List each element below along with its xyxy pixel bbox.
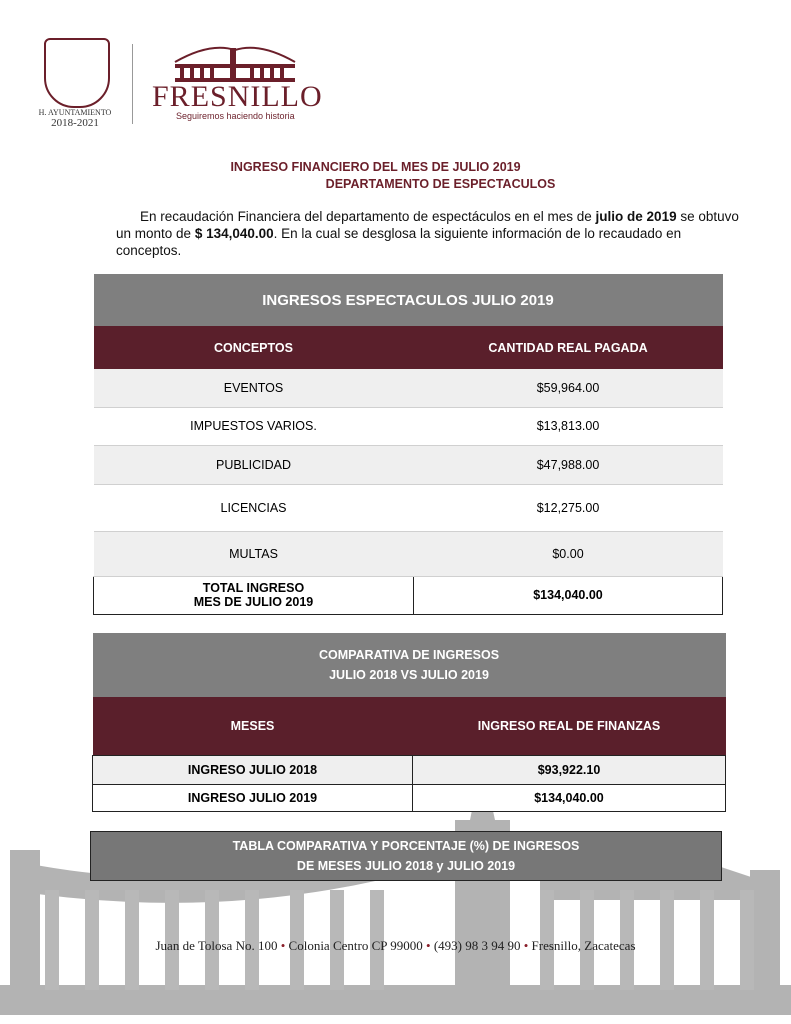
ingresos-table <box>93 274 723 615</box>
total-row: TOTAL INGRESO MES DE JULIO 2019 $134,040.00 <box>94 576 723 614</box>
col-header: CONCEPTOS <box>214 340 293 355</box>
table-row: IMPUESTOS VARIOS. $13,813.00 <box>94 407 723 445</box>
table-row: INGRESO JULIO 2018 $93,922.10 <box>93 755 726 784</box>
logo-tagline: Seguiremos haciendo historia <box>176 111 295 121</box>
divider <box>132 44 133 124</box>
col-header: MESES <box>230 718 275 733</box>
porcentaje-table <box>90 831 722 881</box>
fresnillo-logo-building-icon <box>170 42 300 82</box>
col-header: INGRESO REAL DE FINANZAS <box>477 718 661 733</box>
table-title: INGRESOS ESPECTACULOS JULIO 2019 <box>262 291 554 309</box>
table-title: COMPARATIVA DE INGRESOS JULIO 2018 VS JULIO 2019 <box>318 648 500 682</box>
table-row: MULTAS $0.00 <box>94 531 723 576</box>
table-title: TABLA COMPARATIVA Y PORCENTAJE (%) DE INGRESOS DE MESES JULIO 2018 y JULIO 2019 <box>91 832 722 881</box>
comparativa-table <box>92 633 726 812</box>
seal-caption: H. AYUNTAMIENTO 2018-2021 <box>38 108 112 129</box>
footer-address: Juan de Tolosa No. 100 • Colonia Centro CP 99000 • (493) 98 3 94 90 • Fresnillo, Zacatecas <box>155 938 636 953</box>
table-row: INGRESO JULIO 2019 $134,040.00 <box>93 784 726 811</box>
intro-paragraph: En recaudación Financiera del departamento de espectáculos en el mes de julio de 2019 se obtuvo un monto de $ 134,040.00. En la cual se desglosa la siguiente información de lo recaudado en conceptos. <box>116 209 739 258</box>
table-row: LICENCIAS $12,275.00 <box>94 484 723 531</box>
table-row: PUBLICIDAD $47,988.00 <box>94 445 723 484</box>
document-subtitle: DEPARTAMENTO DE ESPECTACULOS <box>325 177 556 191</box>
table-row: EVENTOS $59,964.00 <box>94 369 723 407</box>
fresnillo-logo-text: FRESNILLO <box>152 80 323 113</box>
document-title: INGRESO FINANCIERO DEL MES DE JULIO 2019 <box>230 160 521 174</box>
seal-logo <box>44 38 110 108</box>
col-header: CANTIDAD REAL PAGADA <box>488 340 648 355</box>
